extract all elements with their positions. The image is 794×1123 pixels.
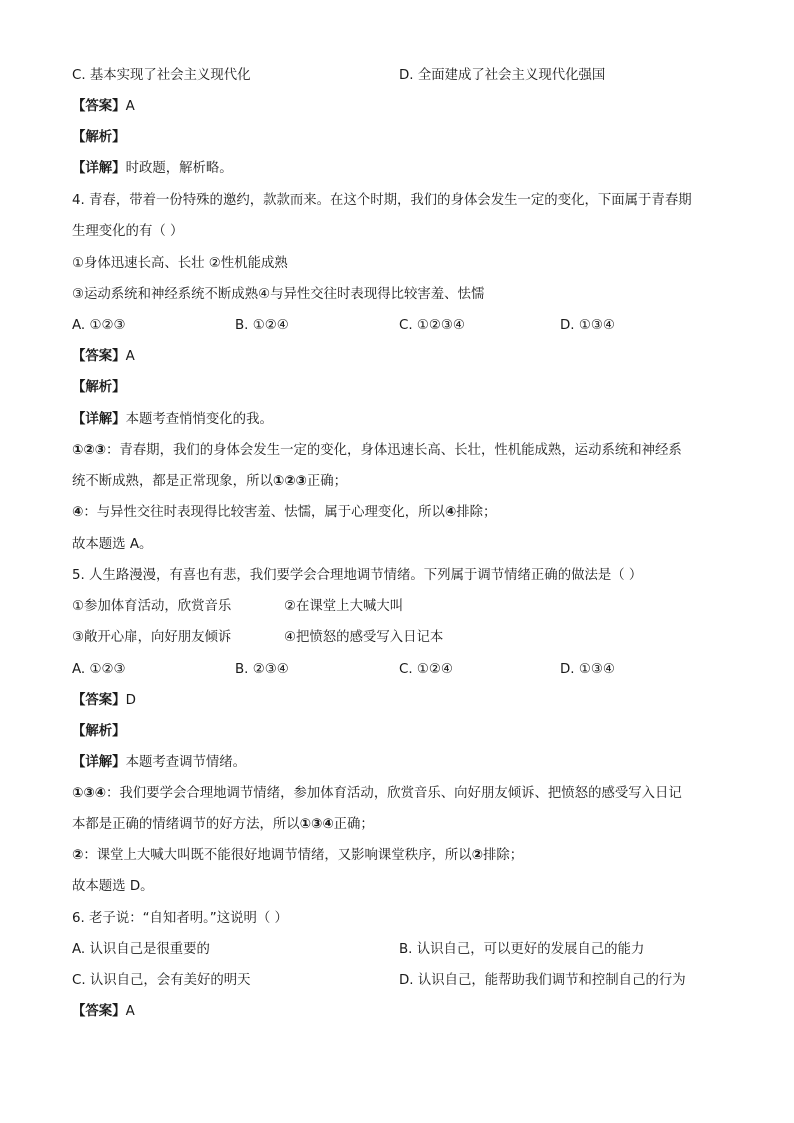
q5-detail bbox=[72, 753, 732, 773]
option-ref: ④ bbox=[444, 505, 457, 520]
explanation-text: ：我们要学会合理地调节情绪，参加体育活动，欣赏音乐、向好朋友倾诉、把愤怒的感受写入日记 bbox=[106, 786, 682, 801]
answer-value: A bbox=[125, 99, 135, 114]
q4-stem-line2: 生理变化的有（ ） bbox=[72, 224, 184, 239]
q5-analysis bbox=[72, 722, 732, 742]
answer-label: 【答案】 bbox=[72, 349, 126, 364]
q5-item-2: ②在课堂上大喊大叫 bbox=[284, 599, 404, 614]
analysis-label: 【解析】 bbox=[72, 130, 126, 145]
q6-answer bbox=[72, 1002, 732, 1022]
detail-text: 本题考查调节情绪。 bbox=[125, 755, 247, 770]
q3-option-d: D. 全面建成了社会主义现代化强国 bbox=[399, 68, 606, 83]
q4-analysis bbox=[72, 378, 732, 398]
q4-option-a: A. ①②③ bbox=[72, 318, 126, 333]
answer-label: 【答案】 bbox=[72, 1004, 126, 1019]
q4-explanation-1b bbox=[72, 472, 732, 492]
q4-items-12: ①身体迅速长高、长壮 ②性机能成熟 bbox=[72, 256, 288, 271]
q6-option-a: A. 认识自己是很重要的 bbox=[72, 942, 210, 957]
explanation-text: 正确； bbox=[306, 474, 348, 489]
q4-items-34: ③运动系统和神经系统不断成熟④与异性交往时表现得比较害羞、怯懦 bbox=[72, 287, 485, 302]
analysis-label: 【解析】 bbox=[72, 724, 126, 739]
q6-option-b: B. 认识自己，可以更好的发展自己的能力 bbox=[399, 942, 645, 957]
explanation-text: ：青春期，我们的身体会发生一定的变化，身体迅速长高、长壮，性机能成熟，运动系统和神经系 bbox=[106, 443, 682, 458]
option-ref: ② bbox=[471, 848, 484, 863]
q5-option-d: D. ①③④ bbox=[560, 662, 615, 677]
q6-option-d: D. 认识自己，能帮助我们调节和控制自己的行为 bbox=[399, 973, 686, 988]
answer-label: 【答案】 bbox=[72, 693, 126, 708]
q4-explanation-2 bbox=[72, 503, 732, 523]
q6-stem: 6. 老子说：“自知者明。”这说明（ ） bbox=[72, 911, 288, 926]
q3-option-c: C. 基本实现了社会主义现代化 bbox=[72, 68, 251, 83]
q5-item-4: ④把愤怒的感受写入日记本 bbox=[284, 630, 444, 645]
option-ref: ①②③ bbox=[272, 474, 307, 489]
explanation-text: ：与异性交往时表现得比较害羞、怯懦，属于心理变化，所以 bbox=[83, 505, 445, 520]
explanation-text: 统不断成熟，都是正常现象，所以 bbox=[72, 474, 273, 489]
detail-label: 【详解】 bbox=[72, 161, 126, 176]
q5-explanation-1a bbox=[72, 784, 732, 804]
q4-conclusion: 故本题选 A。 bbox=[72, 537, 153, 552]
detail-text: 时政题，解析略。 bbox=[125, 161, 233, 176]
q3-detail bbox=[72, 159, 732, 179]
q5-explanation-1b bbox=[72, 815, 732, 835]
q3-analysis bbox=[72, 128, 732, 148]
explanation-text: 排除； bbox=[483, 848, 524, 863]
detail-label: 【详解】 bbox=[72, 755, 126, 770]
q5-option-b: B. ②③④ bbox=[235, 662, 289, 677]
q5-explanation-2 bbox=[72, 846, 732, 866]
q4-option-c: C. ①②③④ bbox=[399, 318, 465, 333]
answer-label: 【答案】 bbox=[72, 99, 126, 114]
explanation-text: 本都是正确的情绪调节的好方法，所以 bbox=[72, 817, 300, 832]
q4-option-b: B. ①②④ bbox=[235, 318, 289, 333]
q4-stem-line1: 4. 青春，带着一份特殊的邀约，款款而来。在这个时期，我们的身体会发生一定的变化，下面属于青春期 bbox=[72, 193, 692, 208]
q3-answer bbox=[72, 97, 732, 117]
answer-value: A bbox=[125, 1004, 135, 1019]
q5-conclusion: 故本题选 D。 bbox=[72, 879, 154, 894]
q6-option-c: C. 认识自己，会有美好的明天 bbox=[72, 973, 251, 988]
q4-detail bbox=[72, 410, 732, 430]
explanation-text: 正确； bbox=[333, 817, 374, 832]
q5-option-a: A. ①②③ bbox=[72, 662, 126, 677]
q5-stem: 5. 人生路漫漫，有喜也有悲，我们要学会合理地调节情绪。下列属于调节情绪正确的做法是（ ） bbox=[72, 568, 643, 583]
option-ref: ② bbox=[72, 848, 84, 863]
detail-text: 本题考查悄悄变化的我。 bbox=[125, 412, 273, 427]
explanation-text: 排除； bbox=[456, 505, 497, 520]
q5-item-3: ③敞开心扉，向好朋友倾诉 bbox=[72, 630, 232, 645]
option-ref: ①②③ bbox=[72, 443, 107, 458]
analysis-label: 【解析】 bbox=[72, 380, 126, 395]
option-ref: ①③④ bbox=[72, 786, 107, 801]
q4-answer bbox=[72, 347, 732, 367]
option-ref: ①③④ bbox=[299, 817, 334, 832]
answer-value: D bbox=[125, 693, 136, 708]
q5-option-c: C. ①②④ bbox=[399, 662, 453, 677]
detail-label: 【详解】 bbox=[72, 412, 126, 427]
q5-answer bbox=[72, 691, 732, 711]
explanation-text: ：课堂上大喊大叫既不能很好地调节情绪，又影响课堂秩序，所以 bbox=[83, 848, 472, 863]
answer-value: A bbox=[125, 349, 135, 364]
q4-option-d: D. ①③④ bbox=[560, 318, 615, 333]
q4-explanation-1a bbox=[72, 441, 732, 461]
q5-item-1: ①参加体育活动，欣赏音乐 bbox=[72, 599, 232, 614]
option-ref: ④ bbox=[72, 505, 84, 520]
